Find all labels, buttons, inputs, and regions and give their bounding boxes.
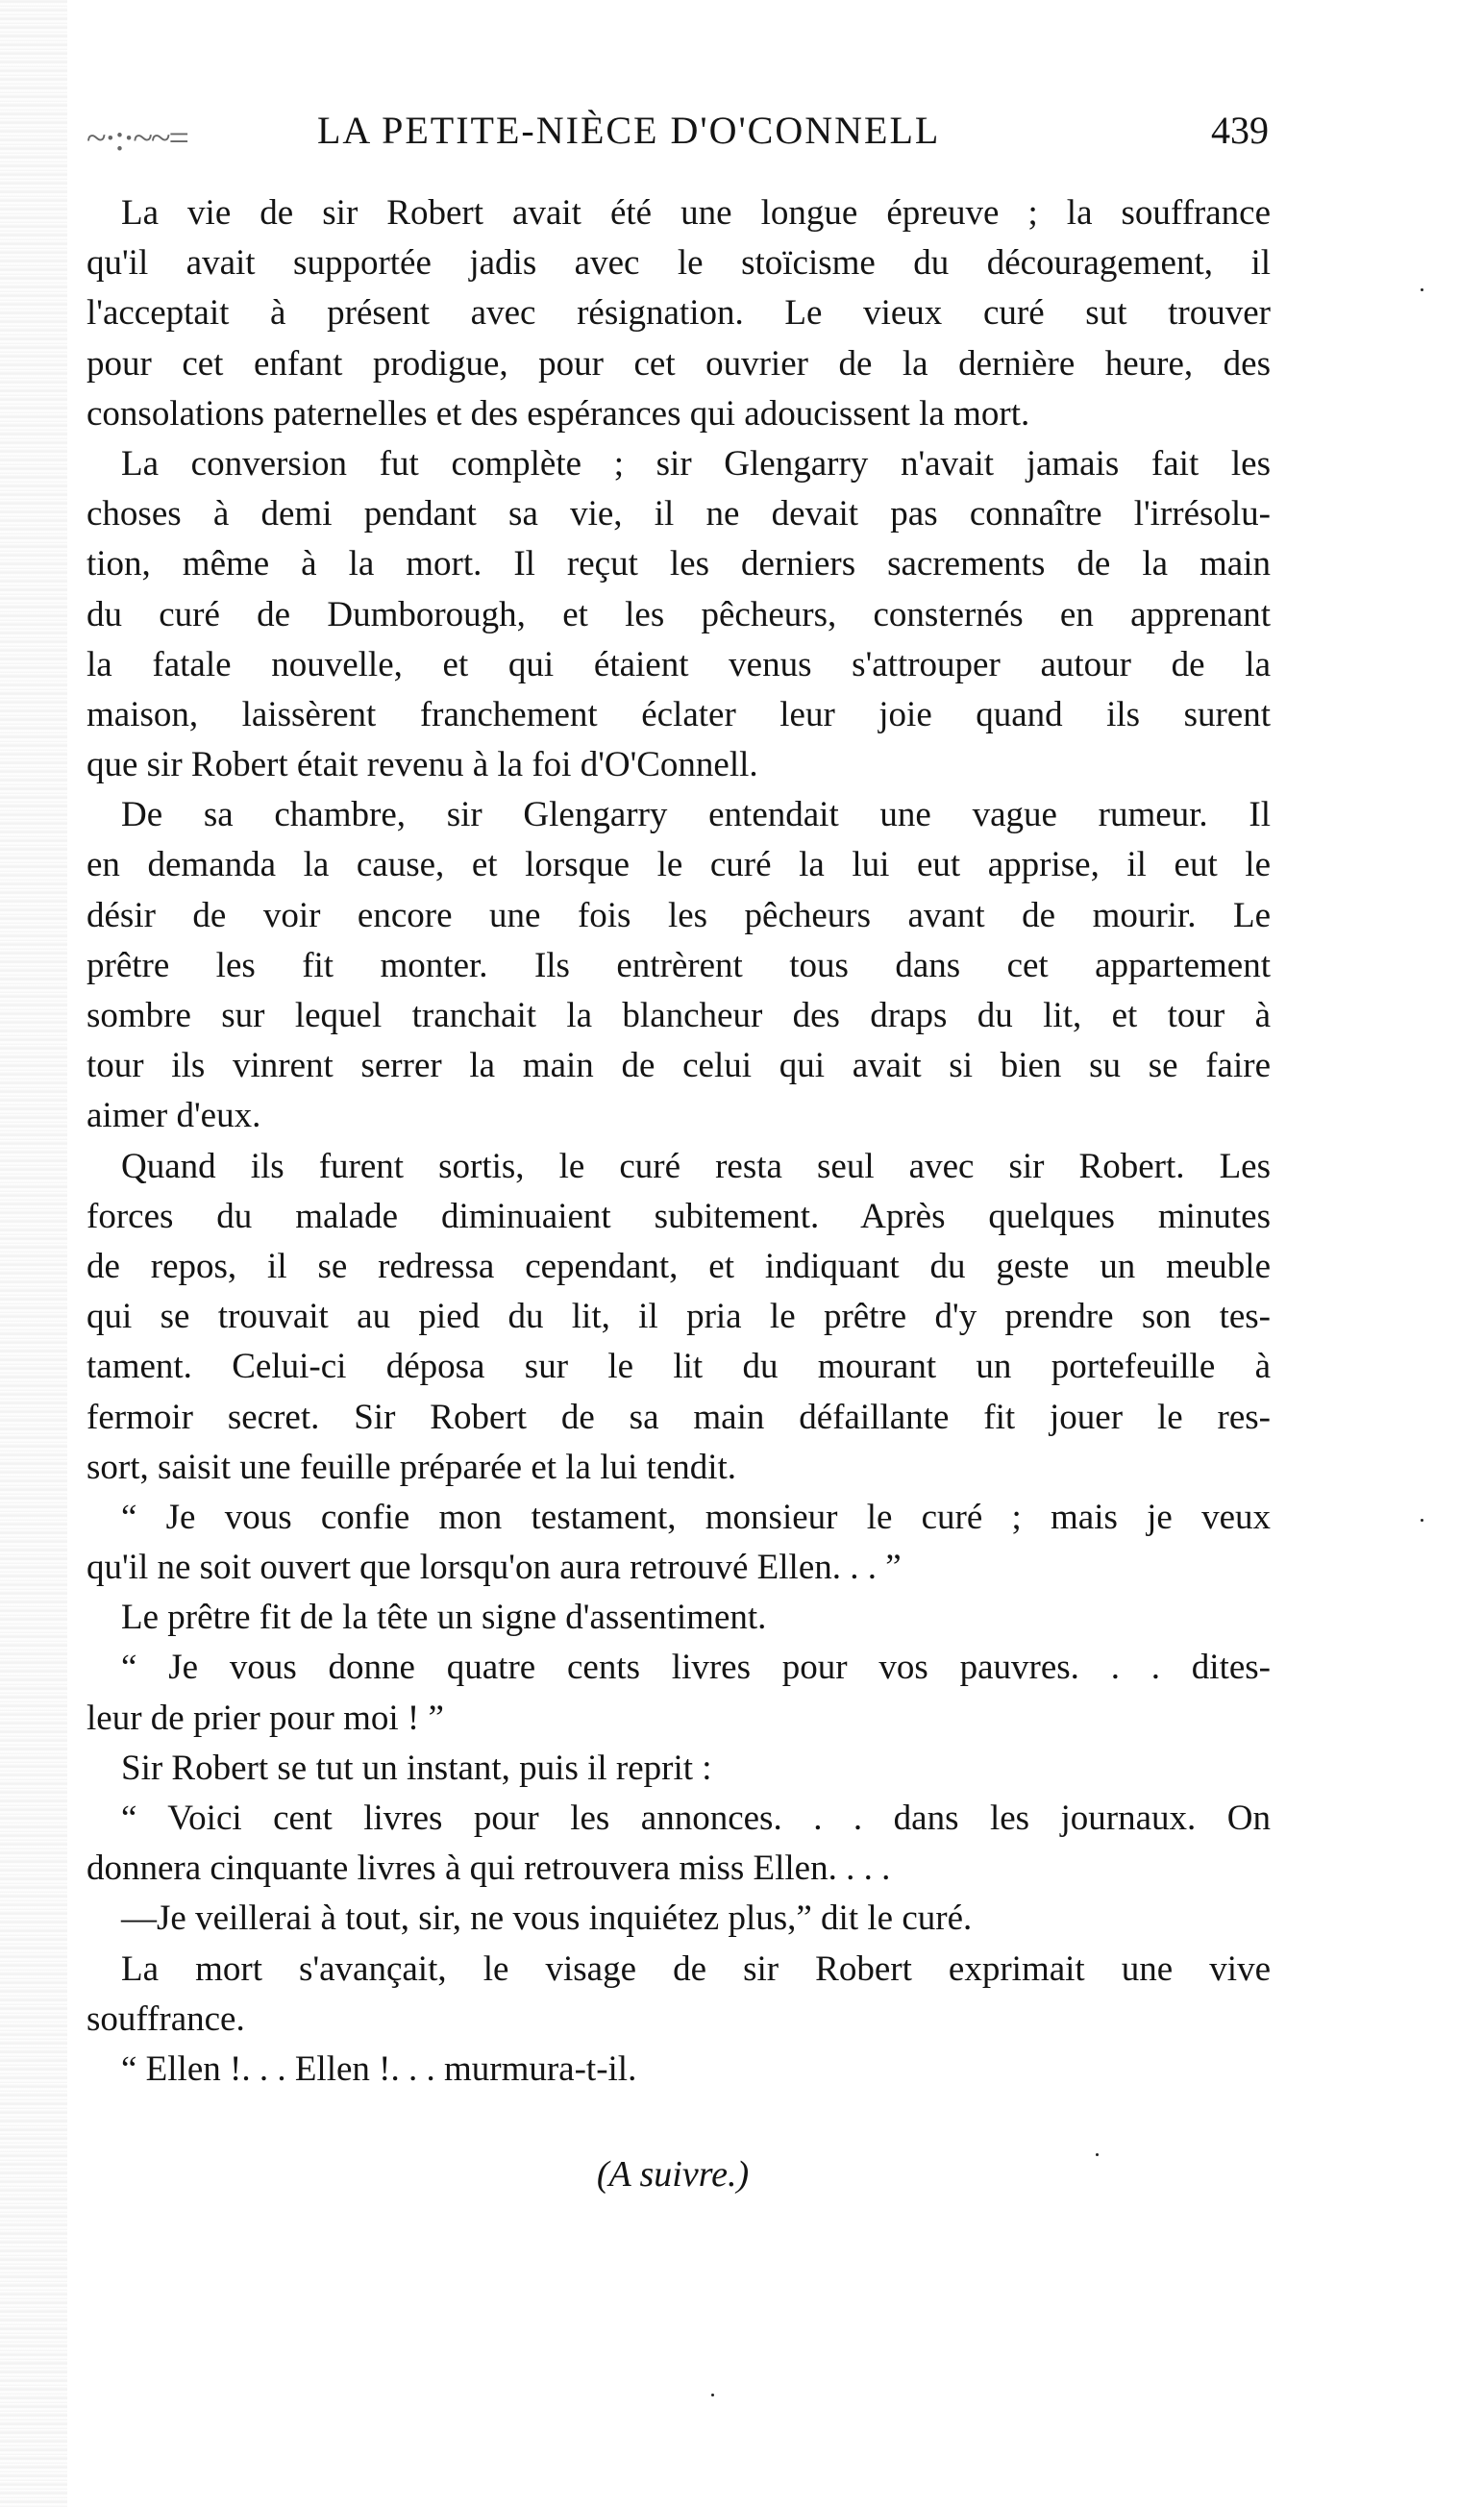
text-line: pour cet enfant prodigue, pour cet ouvrier de la dernière heure, des: [87, 343, 1271, 384]
scan-margin-noise: [0, 0, 67, 2507]
running-title: LA PETITE-NIÈCE D'O'CONNELL: [317, 109, 941, 152]
text-line: “ Je vous confie mon testament, monsieur le curé ; mais je veux: [121, 1497, 1271, 1537]
text-line: “ Ellen !. . . Ellen !. . . murmura-t-il.: [121, 2048, 637, 2089]
scan-speck: [1421, 288, 1423, 291]
text-line: tion, même à la mort. Il reçut les derniers sacrements de la main: [87, 544, 1271, 584]
scan-speck: [711, 2394, 714, 2396]
text-line: Quand ils furent sortis, le curé resta seul avec sir Robert. Les: [121, 1146, 1271, 1186]
text-line: Sir Robert se tut un instant, puis il reprit :: [121, 1748, 712, 1788]
text-line: en demanda la cause, et lorsque le curé la lui eut apprise, il eut le: [87, 845, 1271, 885]
page-number: 439: [1211, 109, 1269, 152]
page-header: [87, 108, 1269, 165]
text-line: Le prêtre fit de la tête un signe d'assentiment.: [121, 1598, 767, 1638]
text-line: que sir Robert était revenu à la foi d'O'Connell.: [87, 745, 758, 785]
text-line: choses à demi pendant sa vie, il ne devait pas connaître l'irrésolu-: [87, 494, 1271, 534]
header-ornament: ~·:·~~=: [87, 118, 187, 159]
text-line: “ Voici cent livres pour les annonces. . . dans les journaux. On: [121, 1799, 1271, 1838]
text-line: aimer d'eux.: [87, 1096, 261, 1136]
text-line: leur de prier pour moi ! ”: [87, 1698, 444, 1738]
text-line: du curé de Dumborough, et les pêcheurs, consternés en apprenant: [87, 594, 1271, 634]
text-line: La vie de sir Robert avait été une longue épreuve ; la souffrance: [121, 193, 1271, 233]
text-line: fermoir secret. Sir Robert de sa main défaillante fit jouer le res-: [87, 1397, 1271, 1437]
text-line: sombre sur lequel tranchait la blancheur des draps du lit, et tour à: [87, 996, 1271, 1035]
scan-speck: [1421, 1519, 1423, 1522]
text-line: forces du malade diminuaient subitement. Après quelques minutes: [87, 1196, 1271, 1236]
text-line: qu'il ne soit ouvert que lorsqu'on aura retrouvé Ellen. . . ”: [87, 1548, 902, 1588]
text-line: —Je veillerai à tout, sir, ne vous inquiétez plus,” dit le curé.: [121, 1899, 973, 1939]
text-line: qu'il avait supportée jadis avec le stoïcisme du découragement, il: [87, 243, 1271, 284]
text-line: “ Je vous donne quatre cents livres pour vos pauvres. . . dites-: [121, 1648, 1271, 1688]
text-line: consolations paternelles et des espérances qui adoucissent la mort.: [87, 393, 1030, 434]
text-line: désir de voir encore une fois les pêcheurs avant de mourir. Le: [87, 895, 1271, 935]
text-line: La mort s'avançait, le visage de sir Robert exprimait une vive: [121, 1949, 1271, 1989]
text-line: souffrance.: [87, 1998, 245, 2039]
text-body: [87, 188, 1271, 2095]
text-line: de repos, il se redressa cependant, et indiquant du geste un meuble: [87, 1246, 1271, 1286]
text-line: La conversion fut complète ; sir Glengarry n'avait jamais fait les: [121, 443, 1271, 484]
text-line: tour ils vinrent serrer la main de celui qui avait si bien su se faire: [87, 1046, 1271, 1086]
text-line: De sa chambre, sir Glengarry entendait une vague rumeur. Il: [121, 795, 1271, 835]
text-line: sort, saisit une feuille préparée et la lui tendit.: [87, 1447, 737, 1487]
text-line: tament. Celui-ci déposa sur le lit du mourant un portefeuille à: [87, 1347, 1271, 1387]
text-line: donnera cinquante livres à qui retrouvera miss Ellen. . . .: [87, 1849, 891, 1889]
text-line: maison, laissèrent franchement éclater leur joie quand ils surent: [87, 694, 1271, 734]
a-suivre-note: (A suivre.): [596, 2154, 750, 2195]
text-line: qui se trouvait au pied du lit, il pria le prêtre d'y prendre son tes-: [87, 1297, 1271, 1337]
text-line: prêtre les fit monter. Ils entrèrent tous dans cet appartement: [87, 945, 1271, 985]
text-line: l'acceptait à présent avec résignation. Le vieux curé sut trouver: [87, 293, 1271, 334]
text-line: la fatale nouvelle, et qui étaient venus s'attrouper autour de la: [87, 644, 1271, 684]
scan-speck: [1096, 2153, 1099, 2156]
